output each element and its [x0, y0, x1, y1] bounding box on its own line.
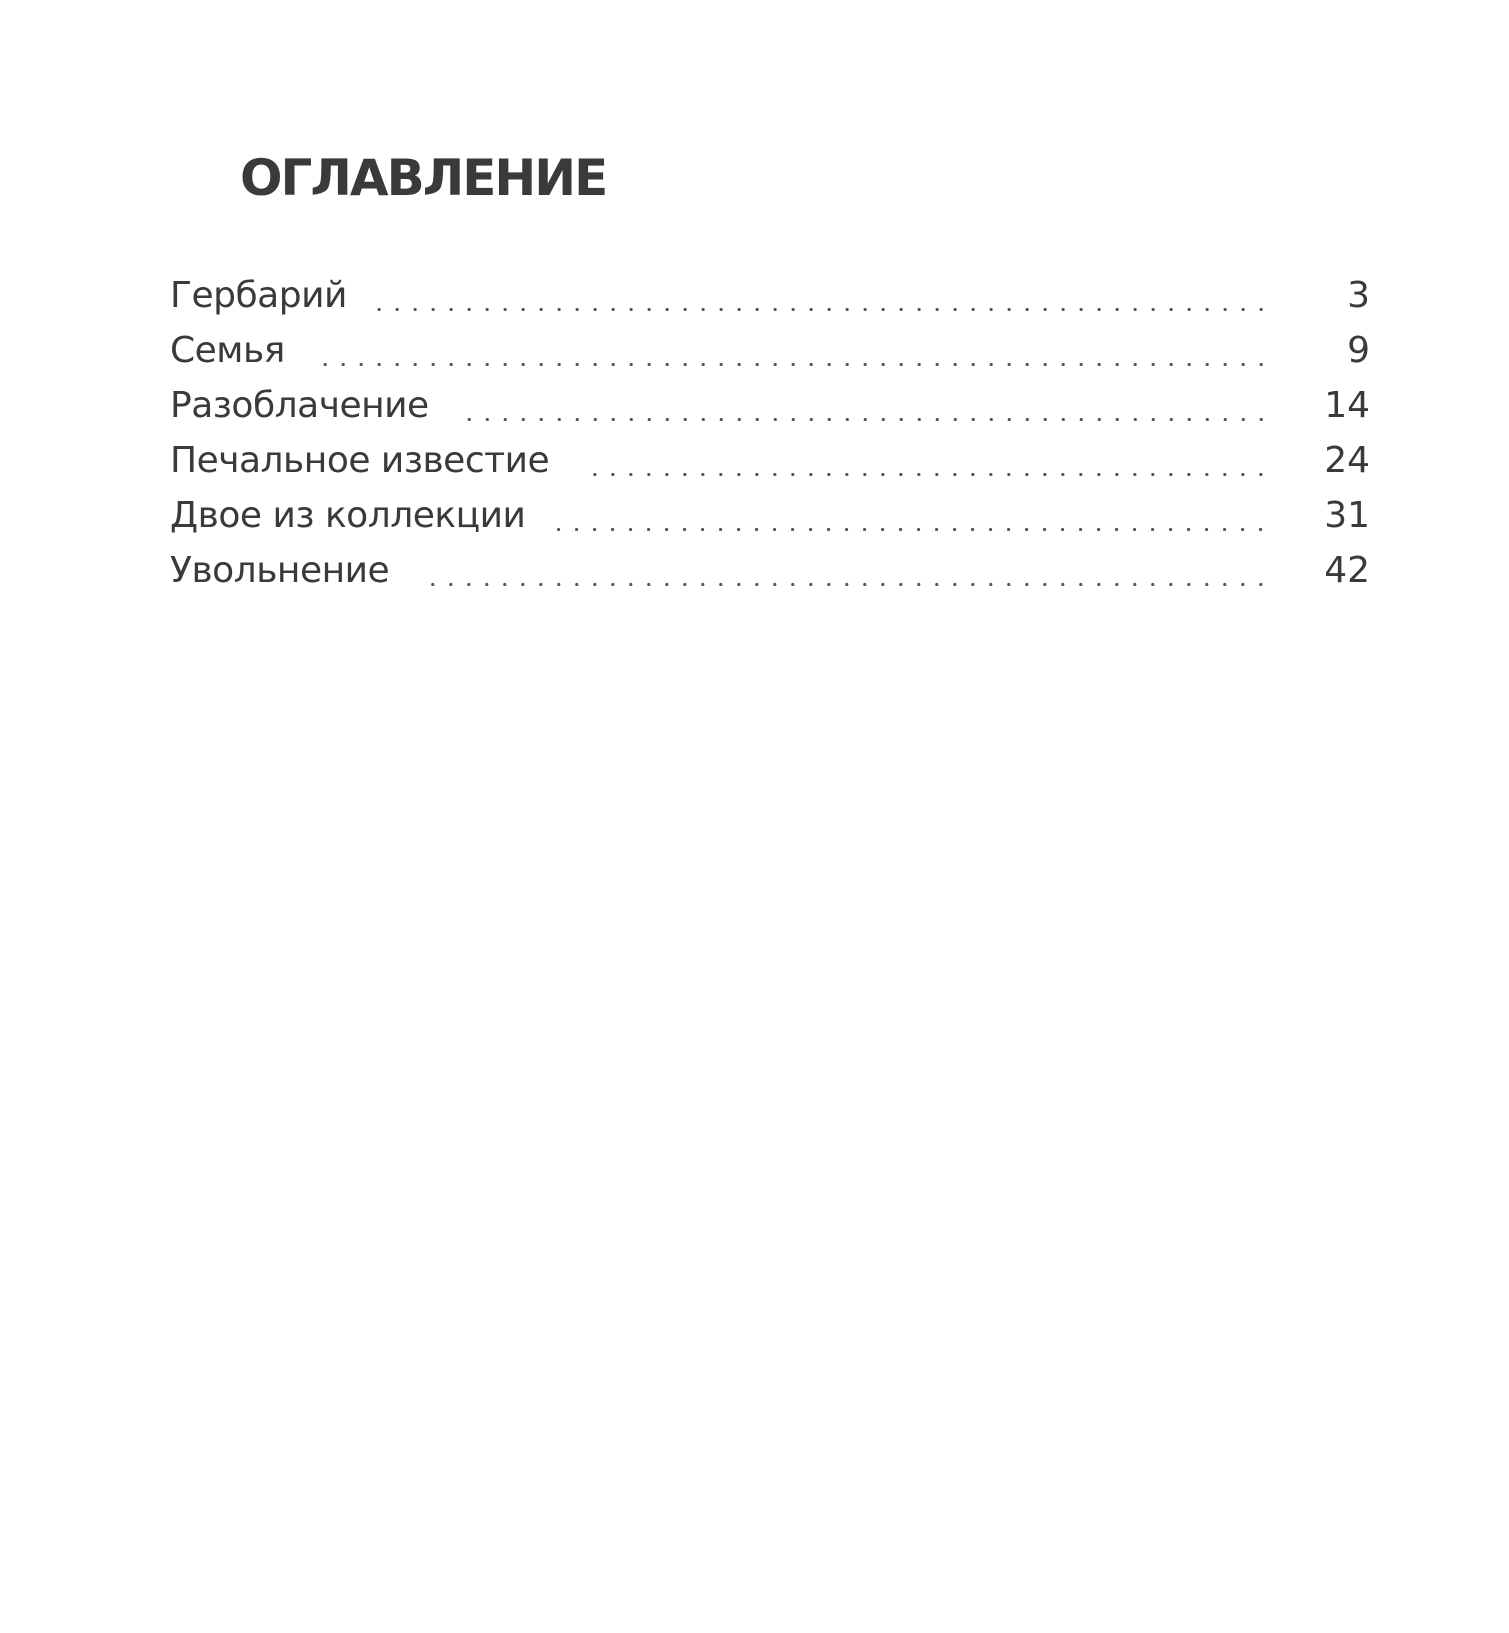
toc-entry-page: 14 [1324, 385, 1370, 426]
toc-entry-title: Двое из коллекции [170, 495, 526, 536]
toc-entry-page: 24 [1324, 440, 1370, 481]
toc-entry-title: Печальное известие [170, 440, 550, 481]
dot-leader [315, 363, 1270, 366]
toc-entry-title: Гербарий [170, 275, 347, 316]
toc-entry [170, 323, 1370, 378]
dot-leader [419, 583, 1270, 586]
dot-leader [555, 528, 1270, 531]
page-title: ОГЛАВЛЕНИЕ [240, 149, 607, 207]
dot-leader [579, 473, 1270, 476]
toc-entry [170, 433, 1370, 488]
toc-entry-page: 42 [1324, 550, 1370, 591]
table-of-contents [170, 268, 1370, 598]
toc-entry-title: Семья [170, 330, 285, 371]
toc-entry [170, 488, 1370, 543]
toc-entry-title: Увольнение [170, 550, 390, 591]
toc-entry [170, 268, 1370, 323]
dot-leader [377, 308, 1270, 311]
toc-entry [170, 378, 1370, 433]
toc-entry [170, 543, 1370, 598]
toc-entry-page: 9 [1347, 330, 1370, 371]
toc-entry-page: 3 [1347, 275, 1370, 316]
toc-entry-page: 31 [1324, 495, 1370, 536]
dot-leader [459, 418, 1270, 421]
toc-entry-title: Разоблачение [170, 385, 429, 426]
